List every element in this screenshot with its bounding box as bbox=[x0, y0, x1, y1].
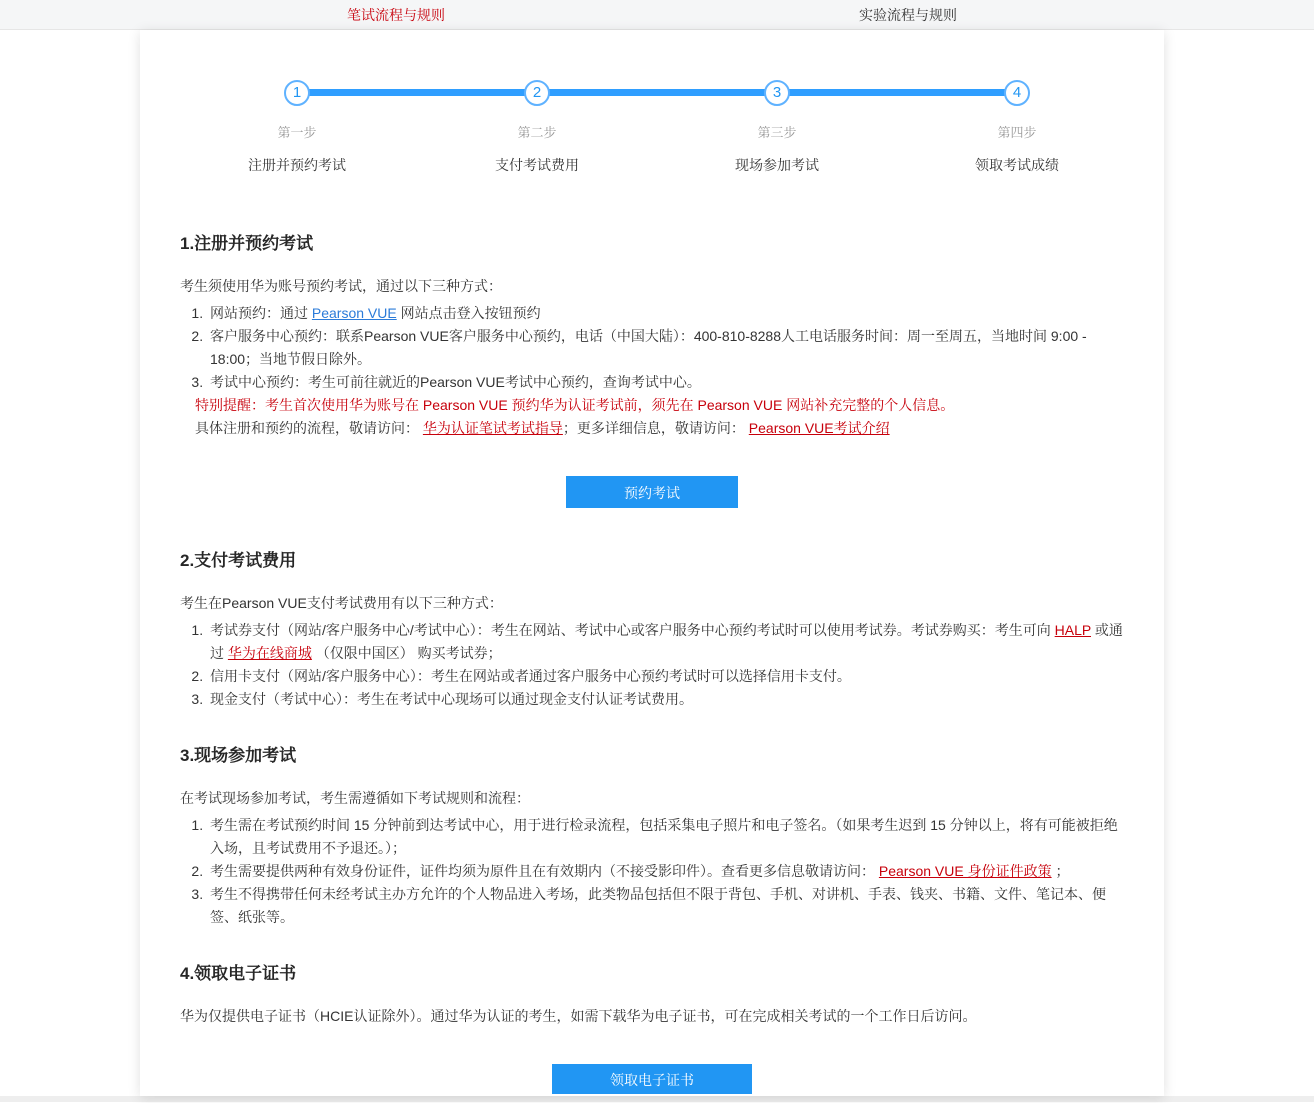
tab-lab-exam-rules[interactable]: 实验流程与规则 bbox=[859, 7, 957, 23]
list-item bbox=[207, 302, 1124, 325]
list-item: 3. 现金支付（考试中心）：考生在考试中心现场可以通过现金支付认证考试费用。 bbox=[207, 688, 1124, 711]
step-4-circle: 4 bbox=[1004, 80, 1030, 106]
item-text: （仅限中国区） 购买考试券； bbox=[311, 645, 502, 661]
item-text: ； bbox=[1051, 863, 1070, 879]
item-text: 网站点击登入按钮预约 bbox=[396, 305, 541, 321]
reminder-text: ；更多详细信息，敬请访问： bbox=[562, 420, 749, 436]
item-text: 或通过 bbox=[210, 622, 1123, 661]
section-1-intro: 考生须使用华为账号预约考试，通过以下三种方式： bbox=[180, 278, 502, 294]
step-4 bbox=[897, 80, 1137, 175]
step-1-title: 注册并预约考试 bbox=[248, 157, 346, 173]
special-reminder: 特别提醒：考生首次使用华为账号在 Pearson VUE 预约华为认证考试前，须先在 Pearson VUE 网站补充完整的个人信息。 bbox=[195, 397, 955, 413]
page-bottom-strip bbox=[0, 1096, 1314, 1102]
registration-guide-line bbox=[195, 417, 1124, 440]
top-tab-bar bbox=[0, 0, 1314, 30]
step-1 bbox=[177, 80, 417, 175]
list-item bbox=[207, 619, 1124, 665]
list-item: 1. 考生需在考试预约时间 15 分钟前到达考试中心，用于进行检录流程，包括采集电子照片和电子签名。（如果考生迟到 15 分钟以上，将有可能被拒绝入场，且考试费用不予退还。）； bbox=[207, 814, 1124, 860]
section-4-intro: 华为仅提供电子证书（HCIE认证除外）。通过华为认证的考生，如需下载华为电子证书，可在完成相关考试的一个工作日后访问。 bbox=[180, 1008, 977, 1024]
section-2-heading: 2.支付考试费用 bbox=[180, 551, 297, 570]
huawei-online-store-link[interactable]: 华为在线商城 bbox=[227, 645, 312, 661]
step-2 bbox=[417, 80, 657, 175]
step-4-title: 领取考试成绩 bbox=[975, 157, 1059, 173]
main-content-card bbox=[140, 30, 1164, 1096]
list-item: 3. 考生不得携带任何未经考试主办方允许的个人物品进入考场，此类物品包括但不限于背包、手机、对讲机、手表、钱夹、书籍、文件、笔记本、便签、纸张等。 bbox=[207, 883, 1124, 929]
step-3-circle: 3 bbox=[764, 80, 790, 106]
reminder-text: 具体注册和预约的流程，敬请访问： bbox=[195, 420, 423, 436]
item-text: 网站预约：通过 bbox=[210, 305, 312, 321]
pearson-vue-intro-link[interactable]: Pearson VUE考试介绍 bbox=[748, 420, 890, 436]
section-1-heading: 1.注册并预约考试 bbox=[180, 234, 314, 253]
step-4-label: 第四步 bbox=[997, 125, 1037, 140]
step-2-label: 第二步 bbox=[517, 125, 557, 140]
list-item: 2. 信用卡支付（网站/客户服务中心）：考生在网站或者通过客户服务中心预约考试时可以选择信用卡支付。 bbox=[207, 665, 1124, 688]
step-3-title: 现场参加考试 bbox=[735, 157, 819, 173]
step-3 bbox=[657, 80, 897, 175]
step-2-title: 支付考试费用 bbox=[495, 157, 579, 173]
content-area bbox=[140, 229, 1164, 1094]
list-item bbox=[207, 860, 1124, 883]
step-3-label: 第三步 bbox=[757, 125, 797, 140]
item-text: 考试券支付（网站/客户服务中心/考试中心）：考生在网站、考试中心或客户服务中心预约考试时可以使用考试券。考试券购买：考生可向 bbox=[210, 622, 1055, 638]
section-3-intro: 在考试现场参加考试，考生需遵循如下考试规则和流程： bbox=[180, 790, 530, 806]
id-policy-link[interactable]: Pearson VUE 身份证件政策 bbox=[878, 863, 1052, 879]
section-3-list bbox=[180, 814, 1124, 929]
halp-link[interactable]: HALP bbox=[1054, 622, 1091, 638]
step-1-label: 第一步 bbox=[277, 125, 317, 140]
section-4-heading: 4.领取电子证书 bbox=[180, 964, 297, 983]
section-3-heading: 3.现场参加考试 bbox=[180, 746, 297, 765]
exam-process-stepper bbox=[177, 30, 1137, 175]
section-2-list bbox=[180, 619, 1124, 711]
section-1-list bbox=[180, 302, 1124, 394]
written-exam-guide-link[interactable]: 华为认证笔试考试指导 bbox=[422, 420, 563, 436]
section-2-intro: 考生在Pearson VUE支付考试费用有以下三种方式： bbox=[180, 595, 503, 611]
get-certificate-button[interactable]: 领取电子证书 bbox=[552, 1064, 752, 1094]
list-item: 2. 客户服务中心预约：联系Pearson VUE客户服务中心预约，电话（中国大陆）：400-810-8288人工电话服务时间：周一至周五，当地时间 9:00 - 18:00；当地节假日除外。 bbox=[207, 325, 1124, 371]
pearson-vue-link[interactable]: Pearson VUE bbox=[311, 305, 397, 321]
step-2-circle: 2 bbox=[524, 80, 550, 106]
step-1-circle: 1 bbox=[284, 80, 310, 106]
reserve-exam-button[interactable]: 预约考试 bbox=[566, 476, 738, 508]
tab-written-exam-rules[interactable]: 笔试流程与规则 bbox=[347, 7, 445, 23]
list-item: 3. 考试中心预约：考生可前往就近的Pearson VUE考试中心预约，查询考试中心。 bbox=[207, 371, 1124, 394]
item-text: 考生需要提供两种有效身份证件，证件均须为原件且在有效期内（不接受影印件）。查看更多信息敬请访问： bbox=[210, 863, 879, 879]
